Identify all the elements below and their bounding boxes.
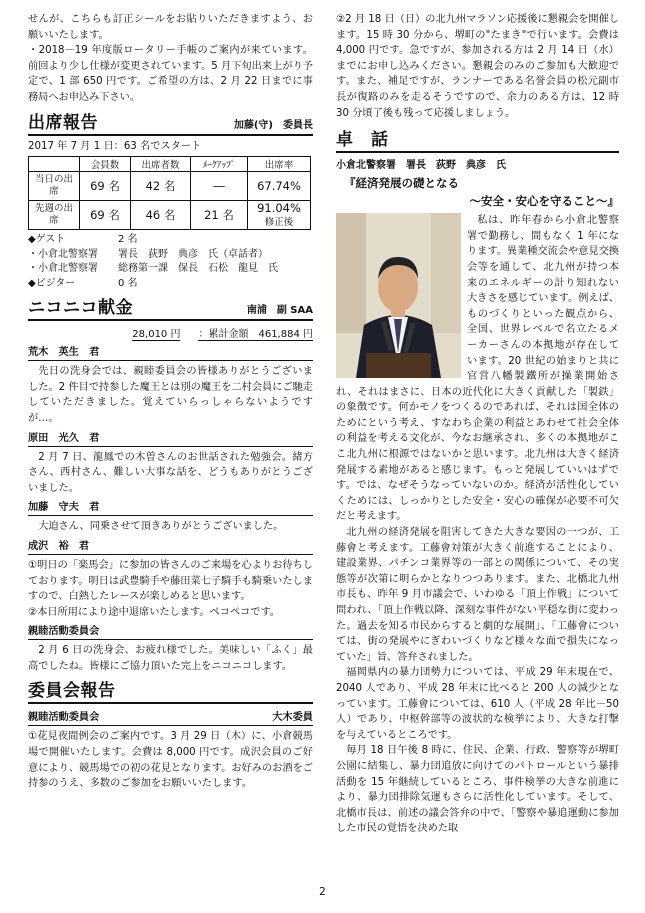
amount-today: 28,010 円: [132, 325, 180, 341]
donor-name: 原田 光久 君: [28, 431, 313, 447]
committee-subheader: [28, 710, 313, 726]
committee-section-header: [28, 680, 313, 704]
present-cell: 46 名: [131, 201, 191, 230]
guest-list: [28, 233, 313, 291]
list-item: [28, 233, 313, 248]
donor-message: ①明日の「楽馬会」に参加の皆さんのご来場を心よりお待ちしております。明日は武豊騎手や藤田菜七子騎手も騎乗いたしますので、白熱したレースが楽しめると思います。 ②本日所用により途中退席いたします。ペコペコです。: [28, 559, 313, 618]
talk-title-line1: 『経済発展の礎となる: [344, 176, 459, 191]
table-row: [29, 172, 311, 201]
committee-name: 親睦活動委員会: [28, 712, 100, 724]
attendance-section-header: [28, 112, 313, 136]
table-header-cell: 出席率: [248, 157, 311, 172]
donation-amounts: [28, 325, 313, 341]
donor-name: 親睦活動委員会: [28, 624, 313, 640]
speaker-photo: [336, 213, 461, 378]
list-item-text: 総務第一課 保長 石松 龍見 氏: [118, 263, 278, 275]
speaker-photo-illustration: [336, 213, 461, 378]
takuwa-section-header: [336, 129, 619, 153]
list-item-mark: ◆ビジター: [28, 277, 76, 289]
donor-name: 成沢 裕 君: [28, 539, 313, 555]
table-header-cell: 会員数: [80, 157, 131, 172]
donor-message: 2 月 6 日の洗身会、お疲れ様でした。美味しい「ふく」最高でしたね。皆様にご協力頂いた完上をニコニコします。: [28, 645, 313, 672]
nikoniko-section-header: [28, 297, 313, 321]
attendance-title: 出席報告: [28, 112, 98, 133]
committee-report: ①花見夜間例会のご案内です。3 月 29 日（木）に、小倉競馬場で開催いたします。会費は 8,000 円です。成沢会員のご好意により、競馬場での初の花見となります。お好みのお酒をご持参のうえ、多数のご参加をお願いいたします。: [28, 731, 313, 790]
makeup-cell: 21 名: [191, 201, 248, 230]
list-item-text: 2 名: [118, 234, 138, 246]
list-item-mark: ・小倉北警察署: [28, 263, 98, 275]
list-item-text: 0 名: [118, 277, 138, 289]
rate-cell: 67.74%: [248, 172, 311, 201]
speaker-name: 小倉北警察署 署長 荻野 典彦 氏: [336, 160, 506, 172]
takuwa-title: 卓 話: [336, 130, 389, 151]
attendance-table: [28, 156, 311, 230]
list-item-mark: ・小倉北警察署: [28, 248, 98, 260]
list-item: [28, 277, 313, 292]
donor-name: 荒木 英生 君: [28, 345, 313, 361]
committee-chair: 大木委員: [272, 712, 313, 724]
attendance-chair: 加藤(守) 委員長: [233, 119, 313, 131]
rate-value: 91.04%: [257, 200, 301, 215]
amount-total: ：累計金額 461,884 円: [198, 325, 313, 341]
rate-cell: [248, 201, 311, 230]
talk-paragraph-3: 福岡県内の暴力団勢力については、平成 29 年末現在で、2040 人であり、平成 28 年末に比べると 200 人の減少となっています。工藤會については、610 人（平成 28 年比－50 人）であり、中枢幹部等の波状的な検挙により、大きな打撃を与えているところです。: [336, 667, 619, 741]
attendance-start-note: 2017 年 7 月 1 日：63 名でスタート: [28, 140, 202, 152]
donor-message: 2 月 7 日、龍鳳での木曽さんのお世話された勉強会。緒方さん、西村さん、難しい大事な話を、どうもありがとうございました。: [28, 451, 313, 494]
table-header-cell: 出席者数: [131, 157, 191, 172]
right-column: [336, 12, 619, 837]
nikoniko-chair: 南浦 副 SAA: [246, 305, 313, 317]
intro-paragraph-1: せんが、こちらも訂正シールをお貼りいただきますよう、お願いいたします。: [28, 14, 313, 41]
donor-message: 先日の洗身会では、親睦委員会の皆様ありがとうございました。2 件目で持参した魔王とは別の魔王を二村会員にご馳走していただきました。覚えていらっしゃらないようですが…。: [28, 366, 313, 424]
members-cell: 69 名: [80, 172, 131, 201]
members-cell: 69 名: [80, 201, 131, 230]
marathon-paragraph: ②2 月 18 日（日）の北九州マラソン応援後に懇親会を開催します。15 時 30 分から、堺町の"たまき"で行います。会費は 4,000 円です。急ですが、参加される方は 2 月 14 日（水）までにお申し込みください。懇親会のみのご参加も大歓迎です。また、補足ですが、ランナーである名誉会員の松元副市長が復路のみを走るそうですので、余力のある方は、12 時 30 分頃了後も残って応援しましょう。: [336, 14, 619, 119]
left-column: [28, 12, 313, 792]
table-header-cell: ﾒｰｸｱｯﾌﾟ: [191, 157, 248, 172]
nikoniko-title: ニコニコ献金: [28, 298, 133, 319]
rate-note: 修正後: [264, 216, 294, 228]
list-item-mark: ◆ゲスト: [28, 234, 66, 246]
table-row: [29, 201, 311, 230]
row-label: 当日の出席: [29, 172, 80, 201]
committee-title: 委員会報告: [28, 681, 116, 702]
donor-message: 大迫さん、同乗させて頂きありがとうございました。: [38, 521, 284, 533]
makeup-cell: ―: [191, 172, 248, 201]
intro-paragraph-2: ・2018－19 年度版ロータリー手帳のご案内が来ています。前回より少し仕様が変更されています。5 月下旬出来上がり予定で、1 部 650 円です。ご希望の方は、2 月 22 日までに事務局へお申込み下さい。: [28, 45, 313, 103]
talk-paragraph-4: 毎月 18 日午後 8 時に、住民、企業、行政、警察等が堺町公園に結集し、暴力団追放に向けてのパトロールという暴排活動を 15 年継続しているところ、事件検挙の大きな前進により、暴力団排除気運もさらに活性化しています。そして、北橋市長は、前述の議会答弁の中で、「警察や暴追運動に参加した市民の覚悟を決めた取: [336, 745, 619, 835]
list-item: [28, 262, 313, 277]
talk-title-line2: ～安全・安心を守ること～』: [469, 194, 619, 209]
row-label: 先週の出席: [29, 201, 80, 230]
page-number: 2: [319, 886, 326, 898]
talk-paragraph-1: 私は、昨年春から小倉北警察署で勤務し、間もなく 1 年になります。異業種交流会や意見交換会等を通して、北九州が持つ本来のエネルギーの計り知れない大きさを感じています。例えば、ものづくりといった観点から、全国、世界レベルで名立たるメーカーさんの本拠地が存在しています。20 世紀の始まりと共に官営八幡製鐵所が操業開始され、それはまさに、日本の近代化に大きく貢献した「製鉄」の象徴です。何かモノをつくるのであれば、それは国全体のためにという考え、すなわち企業の利益とあわせて社会全体の利益を考える文化が、今なお継承され、多くの本拠地がここ北九州に根源ではないかと思います。北九州は大きく経済発展する素地があると感じます。もっと発展していいはずです。では、なぜそうなっていないのか。経済が活性化していくためには、しっかりとした安全・安心の確保が必要不可欠だと考えます。: [336, 215, 619, 523]
present-cell: 42 名: [131, 172, 191, 201]
talk-paragraph-2: 北九州の経済発展を阻害してきた大きな要因の一つが、工藤會と考えます。工藤會対策が大きく前進することにより、建設業界、パチンコ業界等の一部との関係について、その実態等が次第に明らかとなりつつあります。また、北橋北九州市長も、昨年 9 月市議会で、いわゆる「頂上作戦」について問われ、「頂上作戦以降、深刻な事件がない平穏な街に変わった。過去を知る市民からすると劇的な展開」、「工藤會については、街の発展やにぎわいづくりなど様々な面で損失になっていた」旨、答弁されました。: [336, 527, 619, 663]
table-header-cell: [29, 157, 80, 172]
list-item-text: 署長 荻野 典彦 氏（卓話者）: [118, 248, 268, 260]
list-item: [28, 248, 313, 263]
donor-name: 加藤 守夫 君: [28, 500, 313, 516]
